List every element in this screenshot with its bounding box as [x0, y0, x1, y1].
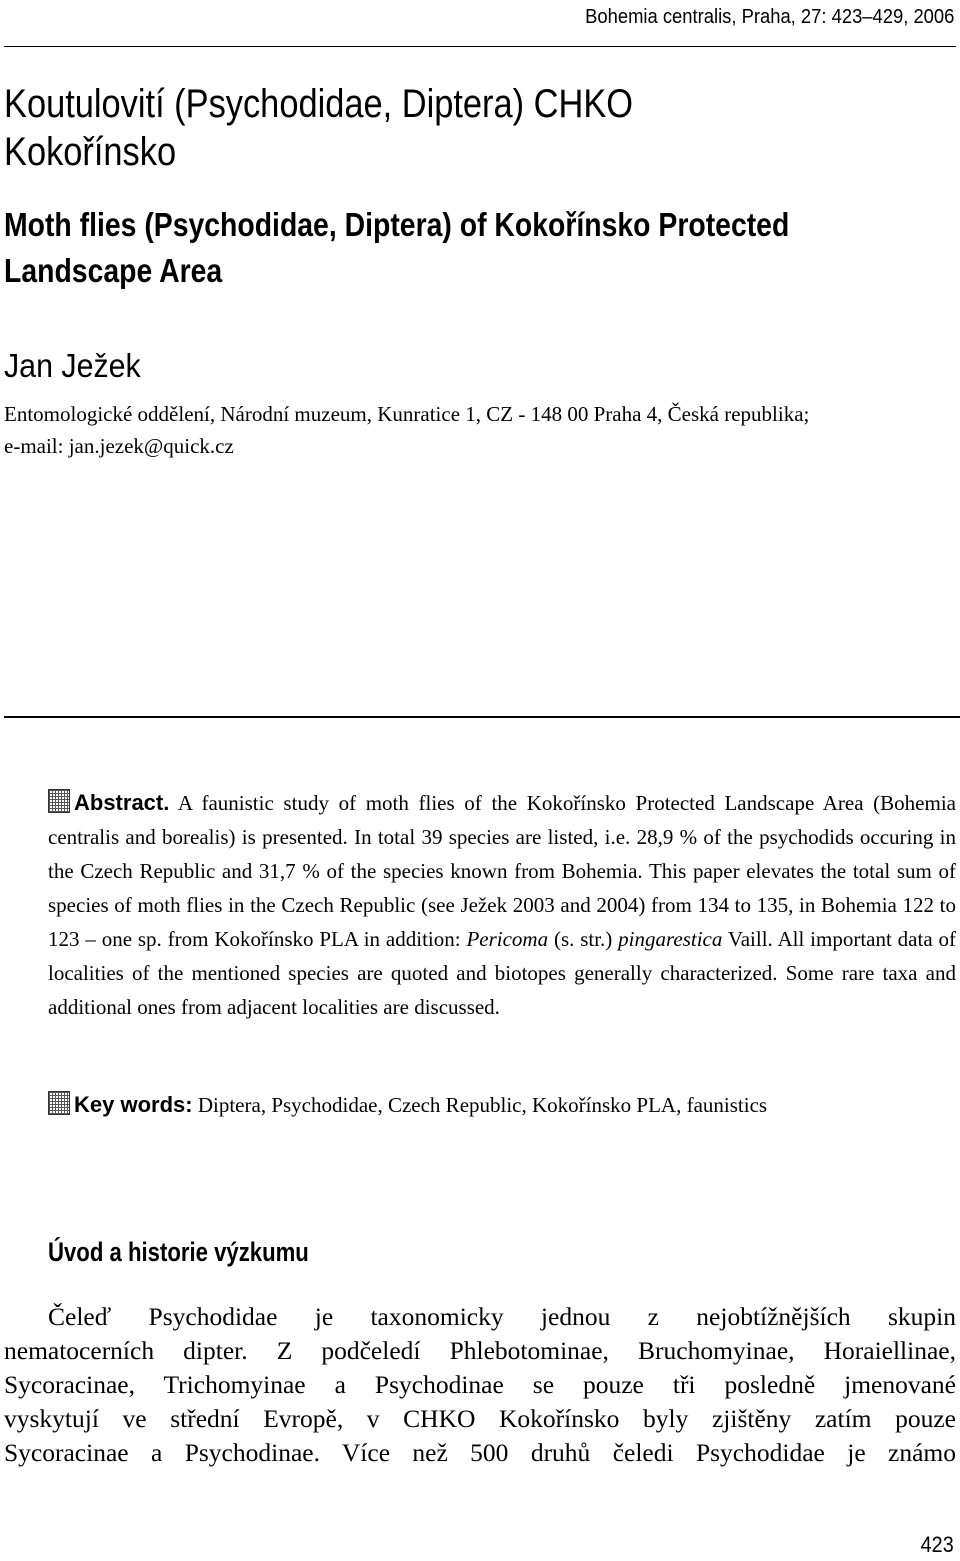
- body-line: nematocerních dipter. Z podčeledí Phlebotominae, Bruchomyinae, Horaiellinae,: [4, 1336, 956, 1365]
- square-bullet-icon: [48, 1091, 70, 1115]
- keywords-paragraph: [48, 1088, 956, 1122]
- title-czech: Koutulovití (Psychodidae, Diptera) CHKO Kokořínsko: [4, 82, 634, 174]
- abstract-species: pingarestica: [618, 927, 723, 951]
- body-line: vyskytují ve střední Evropě, v CHKO Kokořínsko byly zjištěny zatím pouze: [4, 1404, 956, 1433]
- body-line: Sycoracinae, Trichomyinae a Psychodinae se pouze tři posledně jmenované: [4, 1370, 956, 1399]
- abstract-genus: Pericoma: [466, 927, 549, 951]
- author-name: Jan Ježek: [4, 347, 141, 384]
- page-number: 423: [920, 1532, 954, 1557]
- body-line: Čeleď Psychodidae je taxonomicky jednou z nejobtížnějších skupin: [48, 1302, 956, 1331]
- abstract-label: Abstract.: [74, 790, 170, 815]
- abstract-divider: [4, 716, 960, 718]
- body-line: Sycoracinae a Psychodinae. Více než 500 druhů čeledi Psychodidae je známo: [4, 1438, 956, 1467]
- abstract-text: A faunistic study of moth flies of the Kokořínsko Protected Landscape Area (Bohemia centralis and borealis) is presented. In total 39 species are listed, i.e. 28,9 % of the psychodids occuring in the Czech Republic and 31,7 % of the species known from Bohemia. This paper elevates the total sum of species of moth flies in the Czech Republic (see Ježek 2003 and 2004) from 134 to 135, in Bohemia 122 to 123 – one sp. from Kokořínsko PLA in addition:: [48, 791, 956, 951]
- abstract-paragraph: [48, 786, 956, 1024]
- section-heading: Úvod a historie výzkumu: [48, 1237, 309, 1267]
- title-english: Moth flies (Psychodidae, Diptera) of Kokořínsko Protected Landscape Area: [4, 206, 790, 289]
- body-paragraph: [4, 1300, 956, 1470]
- header-divider: [4, 46, 956, 47]
- journal-reference: Bohemia centralis, Praha, 27: 423–429, 2006: [584, 6, 954, 28]
- keywords-text: Diptera, Psychodidae, Czech Republic, Kokořínsko PLA, faunistics: [192, 1093, 768, 1117]
- square-bullet-icon: [48, 789, 70, 813]
- author-email: e-mail: jan.jezek@quick.cz: [4, 434, 234, 458]
- keywords-label: Key words:: [74, 1092, 193, 1117]
- affiliation-line: Entomologické oddělení, Národní muzeum, Kunratice 1, CZ - 148 00 Praha 4, Česká republika;: [4, 402, 810, 426]
- abstract-subgenus: (s. str.): [548, 927, 619, 951]
- abstract-text-end: Vaill. All important data of localities of the mentioned species are quoted and biotopes generally characterized. Some rare taxa and additional ones from adjacent localities are discussed.: [48, 927, 956, 1019]
- author-affiliation: [4, 398, 960, 462]
